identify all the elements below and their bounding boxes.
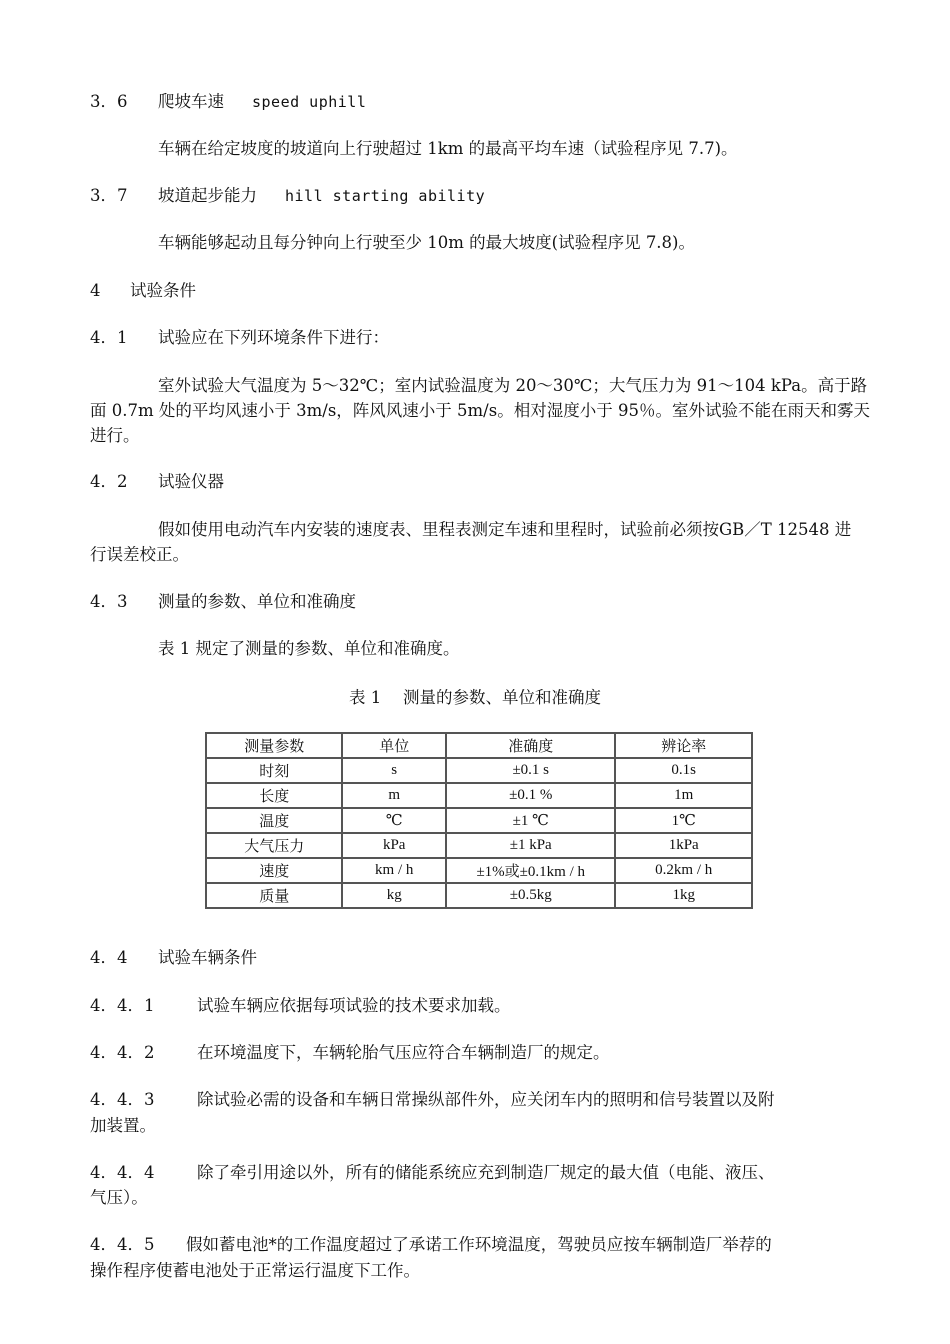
table-cell: 1m — [615, 783, 752, 808]
table-cell: 质量 — [206, 883, 342, 908]
section-title: 试验仪器 — [158, 472, 224, 491]
section-number: 4．2 — [90, 472, 128, 491]
section-4-4-5-cont: 操作程序使蓄电池处于正常运行温度下工作。 — [90, 1261, 420, 1280]
section-title: 坡道起步能力 — [158, 186, 257, 205]
table-row — [206, 858, 752, 883]
section-title-en: speed uphill — [252, 93, 367, 111]
section-4-1-heading — [90, 326, 389, 350]
section-text: 在环境温度下，车辆轮胎气压应符合车辆制造厂的规定。 — [197, 1043, 610, 1062]
section-4-4-3 — [90, 1088, 775, 1112]
section-4-2-body — [90, 517, 865, 567]
section-4-4-heading — [90, 946, 257, 970]
table-cell: ±1%或±0.1km / h — [446, 858, 615, 883]
section-4-4-3-cont: 加装置。 — [90, 1116, 156, 1135]
section-4-3-body: 表 1 规定了测量的参数、单位和准确度。 — [158, 639, 460, 658]
section-number: 3．6 — [90, 92, 128, 111]
section-text: 除了牵引用途以外，所有的储能系统应充到制造厂规定的最大值（电能、液压、 — [197, 1163, 775, 1182]
section-number: 3．7 — [90, 186, 128, 205]
table-cell: ±1 ℃ — [446, 808, 615, 833]
section-4-4-2 — [90, 1041, 610, 1065]
section-text: 试验车辆应依据每项试验的技术要求加载。 — [197, 996, 511, 1015]
table-cell: ±0.1 s — [446, 758, 615, 783]
table-cell: ±0.5kg — [446, 883, 615, 908]
section-text: 除试验必需的设备和车辆日常操纵部件外，应关闭车内的照明和信号装置以及附 — [197, 1090, 775, 1109]
section-4-4-5 — [90, 1233, 772, 1257]
section-number: 4．3 — [90, 592, 128, 611]
measurement-table — [205, 732, 753, 909]
table-cell: 1℃ — [615, 808, 752, 833]
table-cell: 1kPa — [615, 833, 752, 858]
section-number: 4．4．3 — [90, 1090, 155, 1109]
table-row — [206, 758, 752, 783]
section-number: 4．4．2 — [90, 1043, 155, 1062]
section-number: 4．4．4 — [90, 1163, 155, 1182]
section-title: 试验车辆条件 — [158, 948, 257, 967]
table-cell: ±1 kPa — [446, 833, 615, 858]
section-4-3-heading — [90, 590, 356, 614]
section-4-heading — [90, 279, 196, 303]
table-cell: kg — [342, 883, 446, 908]
table-cell: 温度 — [206, 808, 342, 833]
table-cell: 速度 — [206, 858, 342, 883]
table-cell: ±0.1 % — [446, 783, 615, 808]
section-number: 4．4．5 — [90, 1235, 155, 1254]
table-header-cell: 单位 — [342, 733, 446, 758]
section-text: 假如蓄电池*的工作温度超过了承诺工作环境温度，驾驶员应按车辆制造厂举荐的 — [186, 1235, 772, 1254]
table-row — [206, 833, 752, 858]
table-cell: 长度 — [206, 783, 342, 808]
section-body-text: 室外试验大气温度为 5～32℃；室内试验温度为 20～30℃；大气压力为 91～104 kPa。高于路面 0.7m 处的平均风速小于 3m/s，阵风风速小于 5m/s。相对湿度小于 95％。室外试验不能在雨天和雾天进行。 — [90, 376, 870, 445]
section-title-en: hill starting ability — [285, 187, 486, 205]
table-header-cell: 测量参数 — [206, 733, 342, 758]
table-header-cell: 辨论率 — [615, 733, 752, 758]
table-cell: s — [342, 758, 446, 783]
table-cell: 时刻 — [206, 758, 342, 783]
table-row — [206, 783, 752, 808]
table-header-row — [206, 733, 752, 758]
section-4-2-heading — [90, 470, 224, 494]
section-body-text: 假如使用电动汽车内安装的速度表、里程表测定车速和里程时，试验前必须按GB／T 12548 进行误差校正。 — [90, 520, 852, 564]
section-3-7-heading — [90, 184, 485, 208]
section-title: 爬坡车速 — [158, 92, 224, 111]
section-title: 试验条件 — [130, 281, 196, 300]
table-row — [206, 808, 752, 833]
section-4-1-body — [90, 373, 870, 448]
table-cell: m — [342, 783, 446, 808]
section-3-7-body: 车辆能够起动且每分钟向上行驶至少 10m 的最大坡度(试验程序见 7.8)。 — [158, 233, 695, 252]
section-title: 试验应在下列环境条件下进行： — [158, 328, 389, 347]
table-caption: 表 1 测量的参数、单位和准确度 — [349, 688, 601, 707]
section-title: 测量的参数、单位和准确度 — [158, 592, 356, 611]
section-number: 4．4 — [90, 948, 128, 967]
table-cell: km / h — [342, 858, 446, 883]
section-number: 4．4．1 — [90, 996, 155, 1015]
section-4-4-4-cont: 气压）。 — [90, 1188, 148, 1207]
section-4-4-1 — [90, 994, 511, 1018]
table-cell: 0.1s — [615, 758, 752, 783]
table-cell: 1kg — [615, 883, 752, 908]
table-header-cell: 准确度 — [446, 733, 615, 758]
section-3-6-body: 车辆在给定坡度的坡道向上行驶超过 1km 的最高平均车速（试验程序见 7.7)。 — [158, 139, 738, 158]
table-row — [206, 883, 752, 908]
table-cell: ℃ — [342, 808, 446, 833]
section-number: 4 — [90, 281, 101, 300]
section-number: 4．1 — [90, 328, 128, 347]
table-cell: kPa — [342, 833, 446, 858]
section-4-4-4 — [90, 1161, 775, 1185]
table-cell: 0.2km / h — [615, 858, 752, 883]
section-3-6-heading — [90, 90, 366, 114]
table-cell: 大气压力 — [206, 833, 342, 858]
